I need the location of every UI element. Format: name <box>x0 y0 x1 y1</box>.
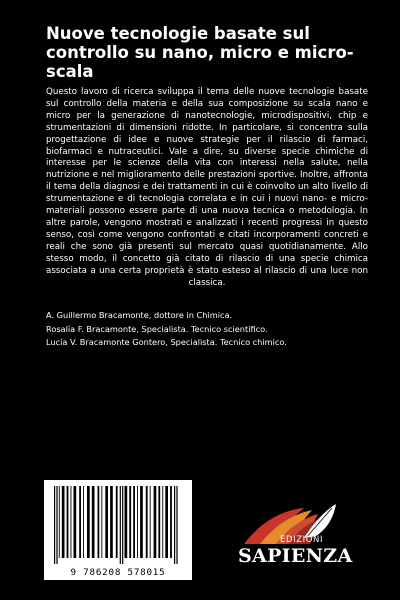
publisher-prefix: EDIZIONI <box>280 535 324 545</box>
barcode-bars <box>44 480 192 566</box>
book-description <box>46 87 368 289</box>
barcode-bar <box>92 486 95 558</box>
barcode-bar <box>56 486 57 564</box>
author-list <box>46 309 366 350</box>
barcode-bar <box>62 486 65 558</box>
barcode-bar <box>162 486 163 558</box>
barcode-bar <box>120 486 121 564</box>
barcode-bar <box>71 486 72 558</box>
publisher-logo <box>232 500 372 580</box>
barcode-bar <box>137 486 138 558</box>
barcode-bar <box>116 486 118 558</box>
barcode-bar <box>129 486 131 558</box>
barcode-bar <box>146 486 148 558</box>
barcode-bar <box>125 486 128 558</box>
barcode-bar <box>83 486 84 558</box>
barcode-bar <box>79 486 81 558</box>
barcode-bar <box>176 486 177 564</box>
barcode-bar <box>74 486 77 558</box>
barcode-bar <box>150 486 151 558</box>
barcode-bar <box>140 486 143 558</box>
description-paragraph: Questo lavoro di ricerca sviluppa il tema delle nuove tecnologie basate sul controllo della materia e della sua composizione su scala nano e micro per la generazione di nanotecnologie, microdispositivi, chip e strumentazioni di dimensioni ridotte. In particolare, si concentra sulla progettazione di idee e nuove strategie per il rilascio di farmaci, biofarmaci e nutraceutici. Vale a dire, su diverse specie chimiche di interesse per le scienze della vita con interessi nella salute, nella nutrizione e nel miglioramento delle prestazioni sportive. Inoltre, affronta il tema della diagnosi e dei trattamenti in cui è coinvolto un alto livello di strumentazione e di tecnologia correlata e in cui i nuovi nano- e micro-materiali possono essere parte di una nuova tecnica o metodologia. In altre parole, vengono mostrati e analizzati i recenti progressi in questo senso, così come vengono confrontati e citati incorporamenti concreti e reali che sono già presenti sul mercato quasi quotidianamente. Allo stesso modo, il concetto già citato di rilascio di una specie chimica associata a una certa proprietà è stato esteso al rilascio di una luce non classica. <box>46 87 368 288</box>
barcode-bar <box>174 486 175 564</box>
isbn-digits: 9 786208 578015 <box>70 567 166 578</box>
author-line: Rosalía F. Bracamonte, Specialista. Tecnico scientifico. <box>46 323 268 334</box>
barcode-bar <box>154 486 157 558</box>
barcode-bar <box>98 486 100 558</box>
author-line: A. Guillermo Bracamonte, dottore in Chimica. <box>46 310 233 320</box>
barcode-bar <box>133 486 135 558</box>
isbn-barcode <box>44 480 192 580</box>
barcode-bar <box>59 486 60 558</box>
barcode-bar <box>165 486 168 558</box>
book-title: Nuove tecnologie basate sul controllo su nano, micro e micro-scala <box>46 24 354 81</box>
publisher-name: SAPIENZA <box>238 545 353 567</box>
barcode-bar <box>105 486 108 558</box>
barcode-bar <box>170 486 172 558</box>
barcode-bar <box>122 486 123 564</box>
author-line: Lucía V. Bracamonte Gontero, Specialista. Tecnico chimico. <box>46 337 287 347</box>
barcode-bar <box>67 486 69 558</box>
barcode-bar <box>54 486 55 564</box>
barcode-bar <box>158 486 160 558</box>
barcode-bar <box>101 486 102 558</box>
barcode-bar <box>110 486 113 558</box>
barcode-bar <box>87 486 90 558</box>
